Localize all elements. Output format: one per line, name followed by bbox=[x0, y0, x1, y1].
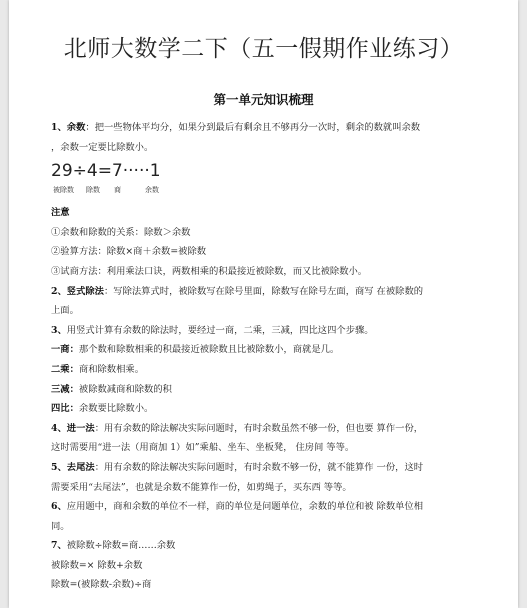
item-2 bbox=[51, 282, 489, 302]
note-line: ③试商方法：利用乘法口诀，两数相乘的积最接近被除数，而又比被除数小。 bbox=[51, 265, 368, 277]
item-1-text: ：把一些物体平均分，如果分到最后有剩余且不够再分一次时，剩余的数就叫余数 bbox=[85, 122, 421, 133]
document-page bbox=[9, 0, 518, 608]
item-5 bbox=[51, 458, 489, 478]
document-content bbox=[51, 118, 489, 595]
item-6-number: 6、 bbox=[51, 501, 67, 513]
item-5-number: 5、 bbox=[51, 461, 67, 473]
division-equation-text: 29÷4=7·····1 bbox=[51, 161, 161, 182]
item-2-text: ：写除法算式时，被除数写在除号里面，除数写在除号左面，商写 在被除数的 bbox=[103, 285, 424, 297]
equation-labels bbox=[51, 183, 489, 197]
step-text: 那个数和除数相乘的积最接近被除数且比被除数小，商就是几。 bbox=[78, 344, 340, 356]
note-line: ②验算方法：除数×商＋余数=被除数 bbox=[51, 246, 207, 258]
item-4-term: 进一法 bbox=[66, 422, 95, 434]
notes-heading: 注意 bbox=[51, 207, 70, 219]
formula-line: 被除数=× 除数+余数 bbox=[51, 559, 143, 571]
label-dividend: 被除数 bbox=[53, 186, 74, 195]
step-text: 余数要比除数小。 bbox=[78, 403, 154, 415]
step-line bbox=[51, 380, 489, 400]
item-3 bbox=[51, 321, 489, 341]
item-3-text: 用竖式计算有余数的除法时，要经过一商，二乘，三减，四比这四个步骤。 bbox=[66, 324, 374, 336]
step-line bbox=[51, 360, 489, 380]
item-2-text-continued: 上面。 bbox=[51, 305, 79, 317]
item-6-text: 应用题中，商和余数的单位不一样，商的单位是问题单位，余数的单位和被 除数单位相 bbox=[66, 501, 424, 513]
step-term: 四比： bbox=[51, 403, 79, 415]
item-6 bbox=[51, 497, 489, 517]
item-4-text-continued: 这时需要用“进一法（用商加 1）如”乘船、坐车、坐板凳， 住房间 等等。 bbox=[51, 442, 355, 454]
item-6-text-continued: 同。 bbox=[51, 520, 70, 532]
label-remainder: 余数 bbox=[145, 186, 159, 195]
section-title: 第一单元知识梳理 bbox=[213, 92, 314, 107]
step-term: 三减： bbox=[51, 383, 79, 395]
step-term: 一商： bbox=[51, 344, 79, 356]
item-7-text: 被除数÷除数=商……余数 bbox=[66, 540, 176, 552]
label-quotient: 商 bbox=[114, 186, 121, 195]
item-5-term: 去尾法 bbox=[66, 461, 95, 473]
item-1-text-continued: ，余数一定要比除数小。 bbox=[51, 141, 154, 153]
step-line bbox=[51, 399, 489, 419]
item-7-number: 7、 bbox=[51, 540, 67, 552]
item-1 bbox=[51, 118, 489, 138]
item-4 bbox=[51, 419, 489, 439]
document-title: 北师大数学二下（五一假期作业练习） bbox=[63, 36, 464, 62]
step-text: 商和除数相乘。 bbox=[78, 363, 144, 375]
division-equation bbox=[51, 159, 489, 183]
item-1-number: 1、 bbox=[51, 122, 67, 133]
item-2-term: 竖式除法 bbox=[66, 285, 104, 297]
step-term: 二乘： bbox=[51, 363, 79, 375]
item-7 bbox=[51, 536, 489, 556]
formula-line: 除数=(被除数-余数)÷商 bbox=[51, 579, 152, 591]
item-5-text-continued: 需要采用“去尾法”，也就是余数不能算作一份，如剪绳子，买东西 等等。 bbox=[51, 481, 352, 493]
label-divisor: 除数 bbox=[86, 186, 100, 195]
item-5-text: ：用有余数的除法解决实际问题时，有时余数不够一份，就不能算作 一份，这时 bbox=[94, 461, 424, 473]
note-line: ①余数和除数的关系：除数＞余数 bbox=[51, 226, 191, 238]
step-line bbox=[51, 340, 489, 360]
item-4-text: ：用有余数的除法解决实际问题时，有时余数虽然不够一份，但也要 算作一份， bbox=[94, 422, 424, 434]
item-4-number: 4、 bbox=[51, 422, 67, 434]
item-3-number: 3、 bbox=[51, 324, 67, 336]
item-2-number: 2、 bbox=[51, 285, 67, 297]
step-text: 被除数减商和除数的积 bbox=[78, 383, 172, 395]
item-1-term: 余数 bbox=[66, 122, 86, 133]
